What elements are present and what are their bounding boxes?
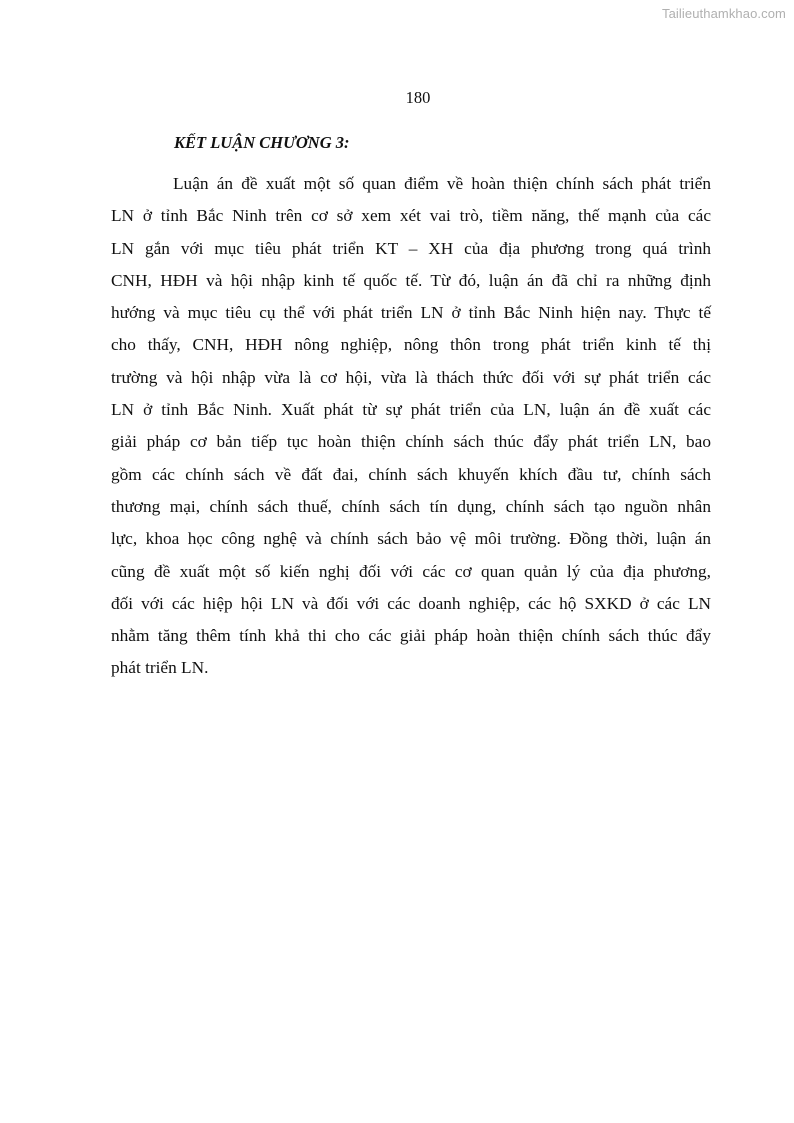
paragraph-line: trường và hội nhập vừa là cơ hội, vừa là thách thức đối với sự phát triển các <box>111 367 711 387</box>
paragraph-line: nhằm tăng thêm tính khả thi cho các giải pháp hoàn thiện chính sách thúc đẩy <box>111 626 711 646</box>
paragraph-line: Luận án đề xuất một số quan điểm về hoàn thiện chính sách phát triển <box>173 174 711 193</box>
paragraph-line: phát triển LN. <box>111 658 209 678</box>
paragraph-line: LN gắn với mục tiêu phát triển KT – XH của địa phương trong quá trình <box>111 238 711 258</box>
chapter-heading: KẾT LUẬN CHƯƠNG 3: <box>174 133 350 152</box>
page-number: 180 <box>405 88 431 107</box>
paragraph-line: CNH, HĐH và hội nhập kinh tế quốc tế. Từ đó, luận án đã chỉ ra những định <box>111 270 711 290</box>
watermark: Tailieuthamkhao.com <box>661 6 786 21</box>
paragraph-line: hướng và mục tiêu cụ thể với phát triển LN ở tỉnh Bắc Ninh hiện nay. Thực tế <box>111 303 711 323</box>
paragraph-line: cho thấy, CNH, HĐH nông nghiệp, nông thôn trong phát triển kinh tế thị <box>111 335 711 355</box>
paragraph-line: đối với các hiệp hội LN và đối với các doanh nghiệp, các hộ SXKD ở các LN <box>111 593 711 613</box>
paragraph-line: LN ở tỉnh Bắc Ninh. Xuất phát từ sự phát triển của LN, luận án đề xuất các <box>111 400 711 420</box>
paragraph-line: giải pháp cơ bản tiếp tục hoàn thiện chính sách thúc đẩy phát triển LN, bao <box>111 432 711 452</box>
paragraph-line: LN ở tỉnh Bắc Ninh trên cơ sở xem xét vai trò, tiềm năng, thế mạnh của các <box>111 206 711 226</box>
paragraph-line: thương mại, chính sách thuế, chính sách tín dụng, chính sách tạo nguồn nhân <box>111 496 711 516</box>
conclusion-paragraph <box>111 168 711 685</box>
paragraph-line: gồm các chính sách về đất đai, chính sách khuyến khích đầu tư, chính sách <box>111 464 711 484</box>
paragraph-line: lực, khoa học công nghệ và chính sách bảo vệ môi trường. Đồng thời, luận án <box>111 529 711 549</box>
paragraph-line: cũng đề xuất một số kiến nghị đối với các cơ quan quản lý của địa phương, <box>111 561 711 581</box>
